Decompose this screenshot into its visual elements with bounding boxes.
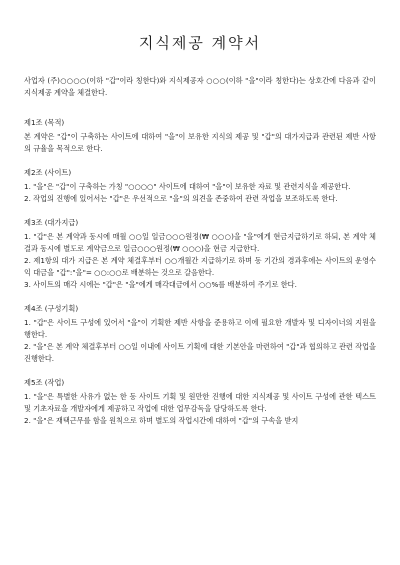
article-paragraph: 2. 제1항의 대가 지급은 본 계약 체결후부터 ○○개월간 지급하기로 하며 동 기간의 경과후에는 사이트의 운영수익 대금을 "갑":"을"= ○○:○○로 배분하는 것으로 갈음한다. <box>24 256 376 277</box>
article-body <box>24 131 376 155</box>
article-paragraph: 본 계약은 "갑"이 구축하는 사이트에 대하여 "을"이 보유한 지식의 제공 및 "갑"의 대가지급과 관련된 제반 사항의 규율을 목적으로 한다. <box>24 132 376 153</box>
article-body <box>24 231 376 291</box>
article-paragraph: 2. 작업의 진행에 있어서는 "갑"은 우선적으로 "을"의 의견을 존중하여 관련 작업을 보조하도록 한다. <box>24 194 338 203</box>
article-paragraph: 2. "을"은 본 계약 체결후부터 ○○일 이내에 사이트 기획에 대한 기본안을 마련하여 "갑"과 협의하고 관련 작업을 진행한다. <box>24 342 376 363</box>
article-paragraph: 1. "을"은 "갑"이 구축하는 가칭 "○○○○" 사이트에 대하여 "을"이 보유한 자료 및 관련지식을 제공한다. <box>24 182 351 191</box>
article-section <box>24 377 376 427</box>
article-section <box>24 167 376 205</box>
article-body <box>24 317 376 365</box>
article-paragraph: 2. "을"은 재택근무를 함을 원칙으로 하며 별도의 작업시간에 대하여 "갑"의 구속을 받지 <box>24 416 299 425</box>
article-section <box>24 117 376 155</box>
article-paragraph: 3. 사이트의 매각 시에는 "갑"은 "을"에게 매각대금에서 ○○%를 배분하여 주기로 한다. <box>24 280 297 289</box>
article-paragraph: 1. "을"은 특별한 사유가 없는 한 동 사이트 기획 및 원만한 진행에 대한 지식제공 및 사이트 구성에 관한 텍스트 및 기초자료을 개발자에게 제공하고 작업에 대한 업무감독을 담당하도록 한다. <box>24 392 376 413</box>
article-body <box>24 181 376 205</box>
article-paragraph: 1. "갑"은 사이트 구성에 있어서 "을"이 기획한 제반 사항을 준용하고 이에 필요한 개발자 및 디자이너의 지원을 행한다. <box>24 318 376 339</box>
article-section <box>24 303 376 365</box>
article-body <box>24 391 376 427</box>
article-heading: 제1조 (목적) <box>24 118 65 127</box>
article-heading: 제5조 (작업) <box>24 378 65 387</box>
document-title: 지식제공 계약서 <box>138 34 262 52</box>
article-paragraph: 1. "갑"은 본 계약과 동시에 매월 ○○일 일금○○○원정(₩ ○○○)을 "을"에게 현금지급하기로 하되, 본 계약 체결과 동시에 별도로 계약금으로 일금○○○원정(₩ ○○○)을 현금 지급한다. <box>24 232 376 253</box>
article-list <box>24 117 376 427</box>
document-intro: 사업자 (주)○○○○(이하 "갑"이라 칭한다)와 지식제공자 ○○○(이하 "을"이라 칭한다)는 상호간에 다음과 같이 지식제공 계약을 체결한다. <box>24 76 376 97</box>
article-heading: 제2조 (사이트) <box>24 168 72 177</box>
article-heading: 제3조 (대가지급) <box>24 218 79 227</box>
article-heading: 제4조 (구성기획) <box>24 304 79 313</box>
article-section <box>24 217 376 291</box>
